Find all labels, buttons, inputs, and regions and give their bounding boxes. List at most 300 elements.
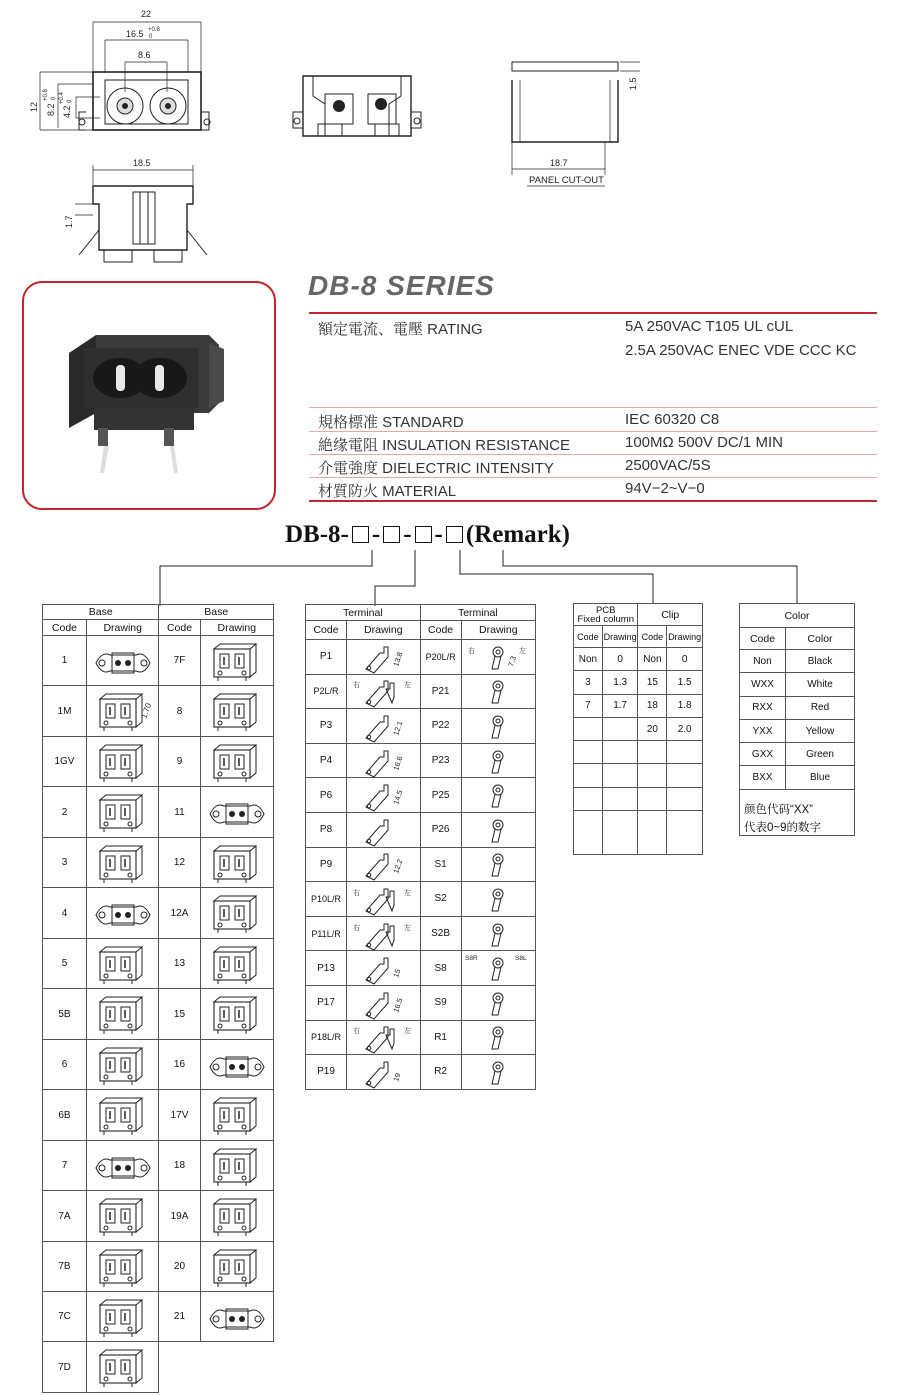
socket-part — [104, 1024, 108, 1028]
terminal-icon — [348, 987, 418, 1019]
base-code: 5 — [43, 939, 87, 989]
terminal-part — [366, 820, 388, 846]
socket-part — [100, 1204, 136, 1232]
base-code: 11 — [159, 787, 200, 838]
terminal-drawing — [461, 847, 535, 882]
socket-part — [218, 929, 246, 933]
pcb-clip-cell: 2.0 — [667, 717, 703, 740]
terminal-part — [366, 993, 388, 1019]
terminal-part — [496, 823, 500, 827]
base-code-header: Code — [159, 620, 200, 636]
terminal-icon — [348, 883, 418, 915]
socket-part — [128, 1075, 132, 1079]
socket-part — [213, 1316, 219, 1322]
socket-part — [115, 912, 121, 918]
socket-part — [250, 644, 256, 677]
clip-code-header: Code — [638, 626, 667, 648]
socket-part — [99, 912, 105, 918]
socket-part — [229, 1316, 235, 1322]
spec-value-rating-2: 2.5A 250VAC ENEC VDE CCC KC — [625, 342, 857, 359]
terminal-part — [492, 933, 501, 946]
terminal-part — [368, 666, 372, 670]
dim-inner-tol-bot: 0 — [149, 34, 153, 40]
base-drawing — [200, 1292, 273, 1342]
socket-part — [214, 851, 250, 879]
socket-part — [218, 873, 222, 877]
terminal-part — [368, 770, 372, 774]
socket-part — [100, 795, 142, 800]
terminal-dimension-label: 12.1 — [391, 719, 405, 737]
socket-part — [136, 1300, 142, 1333]
terminal-part — [368, 908, 372, 912]
terminal-part — [368, 804, 372, 808]
socket-part — [100, 1300, 142, 1305]
base-code: 3 — [43, 838, 87, 888]
socket-base-icon — [92, 689, 154, 733]
spec-value-material: 94V−2~V−0 — [625, 480, 705, 497]
pcb-clip-cell: 1.5 — [667, 671, 703, 694]
socket-part — [100, 1350, 142, 1355]
terminal-part — [493, 958, 503, 968]
base-drawing-header: Drawing — [86, 620, 158, 636]
pcb-clip-cell: 1.3 — [602, 671, 638, 694]
spec-value-dielectric: 2500VAC/5S — [625, 457, 711, 474]
terminal-drawing — [347, 1020, 421, 1055]
terminal-part — [493, 993, 503, 1003]
base-drawing — [86, 1141, 158, 1191]
terminal-part — [496, 684, 500, 688]
socket-part — [239, 1064, 245, 1070]
socket-part — [128, 1226, 132, 1230]
terminal-part — [492, 829, 501, 842]
socket-part — [213, 811, 219, 817]
base-code: 8 — [159, 686, 200, 737]
terminal-icon — [463, 675, 533, 707]
terminal-icon — [463, 918, 533, 950]
color-note-line2: 代表0~9的数字 — [744, 822, 822, 834]
socket-part — [128, 1327, 132, 1331]
pcb-clip-cell — [574, 741, 603, 764]
dim-inner-width: 16.5 — [126, 29, 144, 39]
left-mark: 左 — [404, 682, 412, 690]
terminal-icon — [463, 1056, 533, 1088]
pcb-clip-table — [573, 603, 703, 855]
socket-part — [128, 1377, 132, 1381]
left-mark: 左 — [404, 1028, 412, 1036]
terminal-code: P9 — [306, 847, 347, 882]
terminal-icon — [463, 814, 533, 846]
socket-part — [96, 906, 150, 924]
pcb-clip-cell — [602, 717, 638, 740]
terminal-drawing — [347, 640, 421, 675]
socket-part — [100, 694, 142, 699]
terminal-part — [366, 889, 388, 915]
socket-part — [242, 1024, 246, 1028]
socket-part — [100, 750, 136, 778]
pcb-clip-cell — [638, 741, 667, 764]
socket-base-icon — [206, 1144, 268, 1188]
socket-part — [104, 1377, 108, 1381]
pcb-clip-cell: 1.7 — [602, 694, 638, 717]
socket-part — [218, 677, 246, 681]
socket-part — [100, 1002, 136, 1030]
terminal-part — [496, 788, 500, 792]
socket-base-icon — [206, 841, 268, 885]
socket-part — [141, 1165, 147, 1171]
base-drawing — [86, 1242, 158, 1292]
terminal-drawing — [347, 709, 421, 744]
terminal-part — [386, 926, 394, 946]
base-dimension-label: 1.70 — [139, 701, 153, 720]
socket-part — [136, 1250, 142, 1283]
socket-part — [250, 896, 256, 929]
socket-part — [210, 805, 264, 823]
socket-part — [250, 694, 256, 727]
base-title-left: Base — [43, 605, 159, 620]
dim-height: 12 — [29, 101, 39, 112]
socket-part — [242, 974, 246, 978]
socket-part — [214, 1250, 256, 1255]
socket-part — [104, 1277, 108, 1281]
socket-part — [104, 1383, 132, 1387]
socket-part — [255, 1064, 261, 1070]
socket-part — [242, 873, 246, 877]
socket-base-icon — [206, 992, 268, 1036]
left-mark: 左 — [404, 924, 412, 932]
pcb-clip-cell: Non — [574, 648, 603, 671]
code-connector-lines — [0, 0, 900, 620]
spec-value-rating-1: 5A 250VAC T105 UL cUL — [625, 318, 794, 335]
socket-base-icon — [206, 790, 268, 834]
terminal-part — [366, 681, 388, 707]
dim-h3-tol-bot: 0 — [67, 99, 73, 103]
terminal-icon — [463, 848, 533, 880]
socket-part — [214, 1154, 250, 1182]
terminal-drawing — [461, 778, 535, 813]
socket-part — [104, 1283, 132, 1287]
terminal-part — [386, 683, 394, 703]
terminal-part — [492, 656, 501, 669]
terminal-icon — [463, 987, 533, 1019]
socket-part — [115, 660, 121, 666]
socket-base-icon — [92, 841, 154, 885]
terminal-part — [492, 725, 501, 738]
socket-part — [214, 1002, 250, 1030]
pcb-clip-cell: 7 — [574, 694, 603, 717]
socket-part — [255, 1316, 261, 1322]
base-code-header: Code — [43, 620, 87, 636]
socket-part — [214, 952, 250, 980]
socket-part — [218, 1030, 246, 1034]
base-code: 19A — [159, 1191, 200, 1242]
socket-part — [242, 772, 246, 776]
terminal-part — [368, 735, 372, 739]
terminal-drawing — [461, 951, 535, 986]
terminal-icon — [463, 883, 533, 915]
terminal-drawing — [461, 640, 535, 675]
terminal-code: S8 — [420, 951, 461, 986]
part-number-prefix: DB-8- — [285, 521, 349, 548]
socket-part — [104, 822, 108, 826]
terminal-drawing — [347, 985, 421, 1020]
terminal-part — [493, 681, 503, 691]
terminal-part — [492, 1036, 501, 1049]
base-code: 16 — [159, 1040, 200, 1090]
socket-part — [214, 947, 256, 952]
socket-part — [218, 727, 246, 731]
terminal-icon — [348, 710, 418, 742]
left-mark: 左 — [404, 889, 412, 897]
socket-part — [218, 974, 222, 978]
socket-part — [104, 772, 108, 776]
socket-part — [242, 671, 246, 675]
terminal-code: P26 — [420, 812, 461, 847]
base-code: 7A — [43, 1191, 87, 1242]
socket-part — [104, 778, 132, 782]
terminal-part — [368, 839, 372, 843]
terminal-drawing — [347, 778, 421, 813]
socket-part — [104, 727, 132, 731]
terminal-part — [386, 891, 394, 911]
base-table — [42, 604, 274, 1393]
terminal-drawing — [461, 1020, 535, 1055]
pcb-clip-cell — [667, 787, 703, 810]
pcb-clip-cell: 1.8 — [667, 694, 703, 717]
color-name: Black — [785, 650, 854, 673]
socket-part — [239, 1316, 245, 1322]
socket-part — [100, 699, 136, 727]
base-code: 7C — [43, 1292, 87, 1342]
socket-part — [104, 974, 108, 978]
terminal-code: S2 — [420, 882, 461, 917]
terminal-drawing — [347, 812, 421, 847]
socket-part — [136, 1199, 142, 1232]
socket-part — [242, 923, 246, 927]
socket-part — [214, 644, 256, 649]
color-code: Non — [740, 650, 786, 673]
dim-h3-tol-top: +0.4 — [59, 92, 65, 104]
socket-part — [218, 1024, 222, 1028]
base-code: 9 — [159, 737, 200, 787]
socket-part — [218, 1131, 246, 1135]
terminal-part — [496, 961, 500, 965]
base-code: 7B — [43, 1242, 87, 1292]
base-drawing — [86, 838, 158, 888]
base-code: 15 — [159, 989, 200, 1040]
socket-part — [104, 1232, 132, 1236]
socket-part — [218, 721, 222, 725]
base-drawing — [86, 1191, 158, 1242]
color-code: GXX — [740, 743, 786, 766]
terminal-part — [366, 751, 388, 777]
pcb-title: PCB — [595, 604, 616, 616]
socket-base-icon — [92, 1144, 154, 1188]
socket-part — [242, 1176, 246, 1180]
socket-base-icon — [206, 1043, 268, 1087]
base-code: 12 — [159, 838, 200, 888]
right-mark: 右 — [468, 647, 476, 655]
pcb-header-cell — [574, 604, 638, 626]
terminal-drawing — [347, 674, 421, 709]
terminal-icon — [348, 1056, 418, 1088]
socket-part — [214, 1255, 250, 1283]
terminal-part — [366, 924, 388, 950]
color-note-line1: 颜色代码“XX” — [744, 804, 813, 816]
color-name: Red — [785, 696, 854, 719]
socket-part — [218, 1182, 246, 1186]
socket-part — [136, 947, 142, 980]
terminal-part — [386, 1029, 394, 1049]
terminal-part — [493, 854, 503, 864]
dim-h2-tol-top: +0.8 — [43, 89, 49, 101]
socket-part — [214, 745, 256, 750]
terminal-code: P2L/R — [306, 674, 347, 709]
base-drawing — [200, 1242, 273, 1292]
terminal-table — [305, 604, 536, 1090]
terminal-icon — [348, 779, 418, 811]
socket-base-icon — [206, 1194, 268, 1238]
color-title: Color — [740, 604, 855, 628]
terminal-icon — [348, 745, 418, 777]
color-code: BXX — [740, 766, 786, 789]
pcb-clip-cell — [602, 741, 638, 764]
terminal-code: R2 — [420, 1055, 461, 1090]
pcb-clip-cell: Non — [638, 648, 667, 671]
socket-part — [214, 750, 250, 778]
socket-part — [128, 721, 132, 725]
terminal-icon — [463, 1021, 533, 1053]
terminal-part — [366, 1027, 388, 1053]
terminal-dimension-label: 14.5 — [391, 789, 405, 806]
terminal-part — [366, 785, 388, 811]
base-drawing — [200, 989, 273, 1040]
terminal-part — [493, 1062, 503, 1072]
terminal-part — [368, 1081, 372, 1085]
socket-base-icon — [206, 1295, 268, 1339]
terminal-code: P21 — [420, 674, 461, 709]
socket-part — [136, 795, 142, 828]
terminal-part — [492, 690, 501, 703]
socket-part — [242, 1277, 246, 1281]
socket-part — [100, 1255, 136, 1283]
terminal-part — [366, 958, 388, 984]
base-drawing — [200, 1141, 273, 1191]
base-code: 7 — [43, 1141, 87, 1191]
base-title-right: Base — [159, 605, 274, 620]
socket-part — [218, 980, 246, 984]
socket-part — [218, 1226, 222, 1230]
pcb-clip-cell: 20 — [638, 717, 667, 740]
terminal-drawing — [461, 812, 535, 847]
socket-part — [218, 671, 222, 675]
dim-h2-tol-bot: 0 — [51, 96, 57, 100]
dim-top-width: 22 — [141, 9, 152, 19]
dim-panel-width: 18.7 — [550, 158, 568, 168]
socket-base-icon — [92, 1345, 154, 1389]
base-drawing — [86, 1292, 158, 1342]
socket-part — [214, 896, 256, 901]
socket-part — [96, 654, 150, 672]
terminal-part — [496, 927, 500, 931]
socket-base-icon — [92, 639, 154, 683]
socket-base-icon — [92, 740, 154, 784]
socket-part — [100, 1250, 142, 1255]
base-drawing — [86, 737, 158, 787]
dash: - — [371, 521, 381, 548]
terminal-part — [493, 820, 503, 830]
socket-part — [99, 1165, 105, 1171]
s8l-label: S8L — [515, 955, 527, 963]
socket-part — [218, 1176, 222, 1180]
terminal-drawing — [461, 743, 535, 778]
terminal-part — [368, 943, 372, 947]
terminal-part — [492, 760, 501, 773]
pcb-clip-cell — [574, 787, 603, 810]
terminal-code: P17 — [306, 985, 347, 1020]
terminal-icon — [348, 918, 418, 950]
socket-part — [115, 1165, 121, 1171]
terminal-drawing — [347, 951, 421, 986]
socket-part — [104, 828, 132, 832]
spec-value-standard: IEC 60320 C8 — [625, 411, 720, 428]
base-code: 7D — [43, 1342, 87, 1393]
socket-part — [128, 1125, 132, 1129]
socket-part — [214, 1204, 250, 1232]
socket-part — [136, 745, 142, 778]
pcb-clip-cell: 18 — [638, 694, 667, 717]
terminal-part — [496, 857, 500, 861]
terminal-part — [492, 1002, 501, 1015]
dim-inner-tol-top: +0.8 — [148, 27, 160, 33]
terminal-drawing — [461, 709, 535, 744]
socket-part — [141, 660, 147, 666]
base-code: 7F — [159, 636, 200, 686]
socket-part — [100, 1199, 142, 1204]
terminal-drawing — [461, 1055, 535, 1090]
socket-part — [214, 1149, 256, 1154]
socket-part — [100, 1098, 142, 1103]
socket-part — [125, 660, 131, 666]
terminal-code: S9 — [420, 985, 461, 1020]
socket-part — [100, 745, 142, 750]
socket-base-icon — [92, 1093, 154, 1137]
terminal-drawing — [461, 674, 535, 709]
terminal-part — [366, 716, 388, 742]
part-number-remark: (Remark) — [465, 521, 571, 548]
socket-part — [214, 649, 250, 677]
socket-base-icon — [206, 639, 268, 683]
socket-part — [218, 1283, 246, 1287]
base-code: 13 — [159, 939, 200, 989]
base-code: 1 — [43, 636, 87, 686]
socket-part — [136, 846, 142, 879]
base-drawing-header: Drawing — [200, 620, 273, 636]
socket-base-icon — [92, 1295, 154, 1339]
terminal-part — [368, 1047, 372, 1051]
right-mark: 右 — [353, 682, 361, 690]
terminal-icon — [463, 779, 533, 811]
terminal-part — [496, 754, 500, 758]
socket-part — [104, 879, 132, 883]
terminal-drawing — [461, 916, 535, 951]
socket-base-icon — [92, 1043, 154, 1087]
socket-part — [229, 1064, 235, 1070]
socket-part — [100, 1103, 136, 1131]
socket-part — [250, 1199, 256, 1232]
base-drawing — [200, 1090, 273, 1141]
terminal-code: S1 — [420, 847, 461, 882]
socket-base-icon — [92, 992, 154, 1036]
